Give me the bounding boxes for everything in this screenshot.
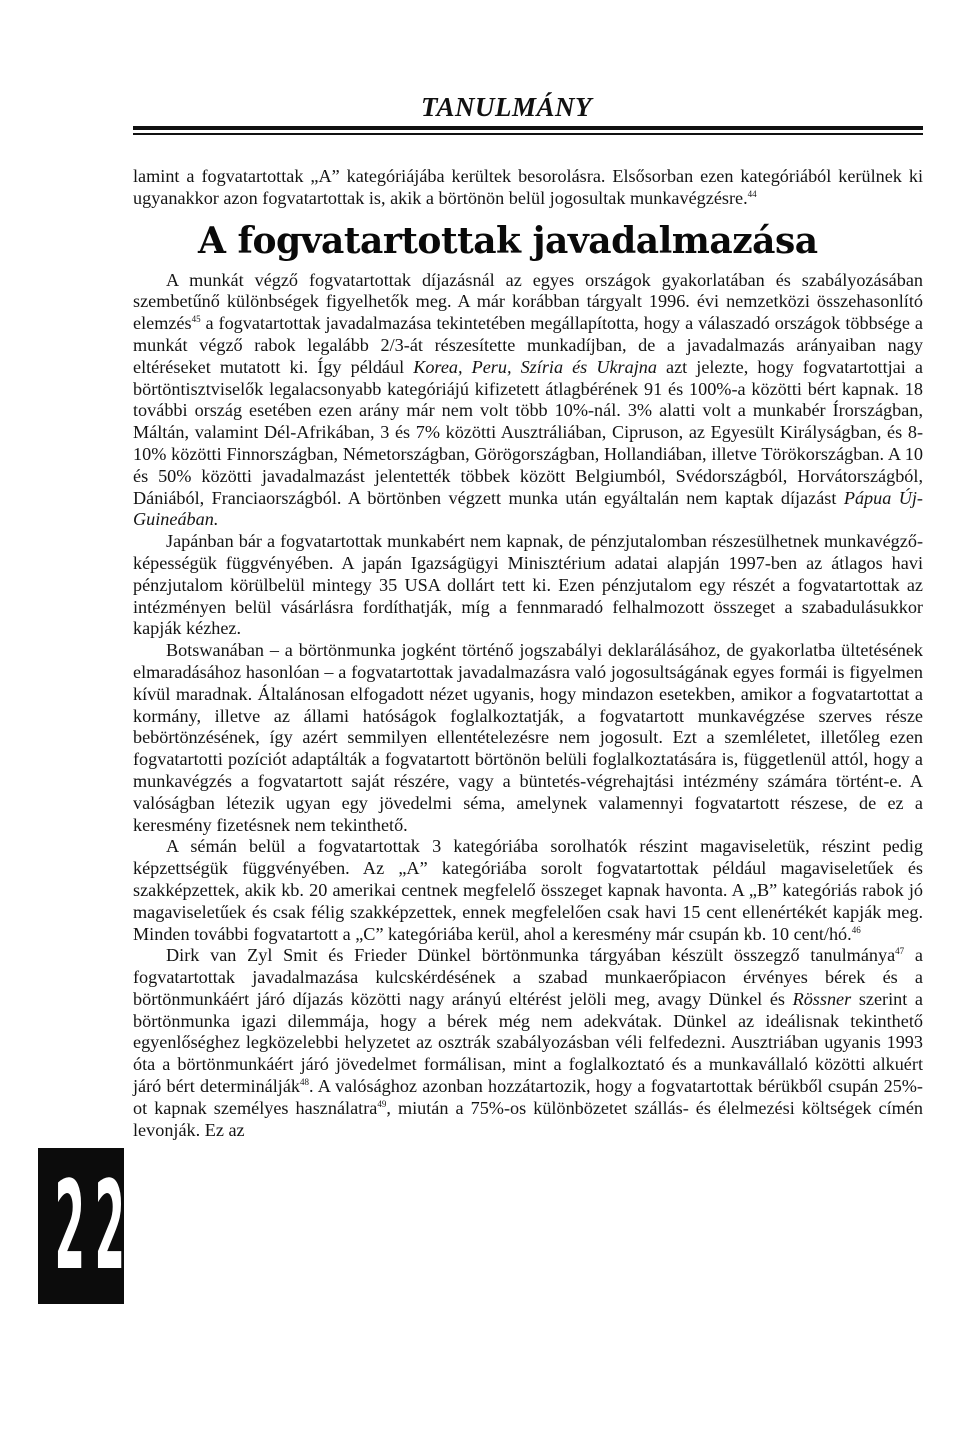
paragraph: Dirk van Zyl Smit és Frieder Dünkel börtönmunka tárgyában készült összegző tanulmánya$^{47}$ a fogvatartottak javadalmazása kulcskérdésének a szabad munkaerőpiacon érvényes bérek és a börtönmunkáért járó díjazás közötti nagy arányú eltérést jelöli meg, avagy Dünkel és Rössner szerint a börtönmunka igazi dilemmája, hogy a bérek még nem adekvátak. Dünkel az ideálisnak tekinthető egyenlőséghez legközelebbi helyzetet az osztrák szabályozásban véli felfedezni. Ausztriában ugyanis 1993 óta a börtönmunkáért járó jövedelmet formálisan, mint a foglalkoztató és a munkavállaló közötti alkuért járó bért determinálják$^{48}$. A valósághoz azonban hozzátartozik, hogy a fogvatartottak bérükből csupán 25%-ot kapnak személyes használatra$^{49}$, miután a 75%-os különbözetet szállás- és élelmezési költségek címén levonják. Ez az <box>133 945 924 1140</box>
page-number-digit: 2 <box>54 1155 86 1297</box>
paragraph: Botswanában – a börtönmunka jogként történő jogszabályi deklarálásához, de gyakorlatba ültetésének elmaradásához hasonlóan – a fogvatartottak javadalmazásra való jogosultságának egyes formái is figyelmen kívül maradnak. Általánosan elfogadott nézet ugyanis, hogy mindazon esetekben, amikor a fogvatartottat a kormány, illetve az állami hatóságok foglalkoztatják, a fogvatartott munkavégzése szerves része bebörtönzésének, így azért semmilyen ellentételezésre nem jogosult. Ezt a szemléletet, illetőleg ezen fogvatartotti pozíciót adaptálták a fogvatartott börtönön belüli foglalkoztatására is, függetlenül attól, hogy a munkavégzés a fogvatartott saját részére, vagy a büntetés-végrehajtási intézmény számára történt-e. A valóságban létezik ugyan egy jövedelmi séma, amelynek valamennyi fogvatartott részese, de ez a keresmény fizetésnek nem tekinthető. <box>133 640 923 835</box>
paragraph: Japánban bár a fogvatartottak munkabért nem kapnak, de pénzjutalomban részesülhetnek munkavégző-képességük függvényében. A japán Igazságügyi Minisztérium adatai alapján 1997-ben az átlagos havi pénzjutalom körülbelül mintegy 35 USA dollárt tett ki. Ezen pénzjutalom egy részét a fogvatartottak az intézményen belül vásárlásra fordíthatják, míg a fennmaradó felhalmozott összeget a szabadulásukkor kapják kézhez. <box>133 531 923 639</box>
footnote-ref-47: 47 <box>895 946 905 957</box>
header-rule-thick <box>133 126 923 130</box>
footnote-ref-49: 49 <box>377 1098 387 1109</box>
paragraph-continued: lamint a fogvatartottak „A” kategóriájába kerültek besorolásra. Elsősorban ezen kategóriából kerülnek ki ugyanakkor azon fogvatartottak is, akik a börtönön belül jogosultak munkavégzésre.$^{44}$ <box>133 166 923 208</box>
footnote-ref-44: 44 <box>747 188 757 199</box>
footnote-ref-45: 45 <box>191 314 201 325</box>
footnote-ref-48: 48 <box>300 1077 310 1088</box>
section-title: TANULMÁNY <box>421 92 593 122</box>
section-heading: A fogvatartottak javadalmazása <box>198 219 818 262</box>
footnote-ref-46: 46 <box>851 924 861 935</box>
page-number-digit: 2 <box>94 1155 126 1297</box>
article-body <box>133 166 923 1141</box>
paragraph: A munkát végző fogvatartottak díjazásnál az egyes országok gyakorlatában és szabályozásában szembetűnő különbségek figyelhetők meg. A már korábban tárgyalt 1996. évi nemzetközi összehasonlító elemzés$^{45}$ a fogvatartottak javadalmazása tekintetében megállapította, hogy a válaszadó országok többsége a munkát végző rabok legalább 2/3-át részesítette munkadíjban, de a javadalmazás arányaiban nagy eltéréseket mutatott ki. Így például Korea, Peru, Szíria és Ukrajna azt jelezte, hogy fogvatartottjai a börtöntisztviselők legalacsonyabb kategóriájú kifizetett átlagbérének 91 és 100%-a közötti bért kapnak. 18 további ország esetében ezen arány már nem volt több 10%-nál. 3% alatti volt a munkabér Írországban, Máltán, valamint Dél-Afrikában, 3 és 7% közötti Ausztráliában, Cipruson, az Egyesült Királyságban, és 8-10% közötti Finnországban, Németországban, Görögországban, Hollandiában, illetve Törökországban. A 10 és 50% közötti javadalmazást jelentették többek között Belgiumból, Svédországból, Horvátországból, Dániából, Franciaországból. A börtönben végzett munka után egyáltalán nem kaptak díjazást Pápua Új-Guineában. <box>133 269 923 530</box>
paragraph: A sémán belül a fogvatartottak 3 kategóriába sorolhatók részint magaviseletük, részint pedig képzettségük függvényében. Az „A” kategóriába sorolt fogvatartottak például magaviseletűek és szakképzettek, akik kb. 20 amerikai centnek megfelelő összeget kapnak havonta. A „B” kategóriás rabok jó magaviseletűek és csak félig szakképzettek, ennek megfelelően csak havi 15 cent ellenértékét kapják meg. Minden további fogvatartott a „C” kategóriába kerül, ahol a keresmény már csupán kb. 10 cent/hó.$^{46}$ <box>133 836 923 944</box>
header-rule-thin <box>133 133 923 135</box>
page-number-badge <box>38 1148 124 1304</box>
